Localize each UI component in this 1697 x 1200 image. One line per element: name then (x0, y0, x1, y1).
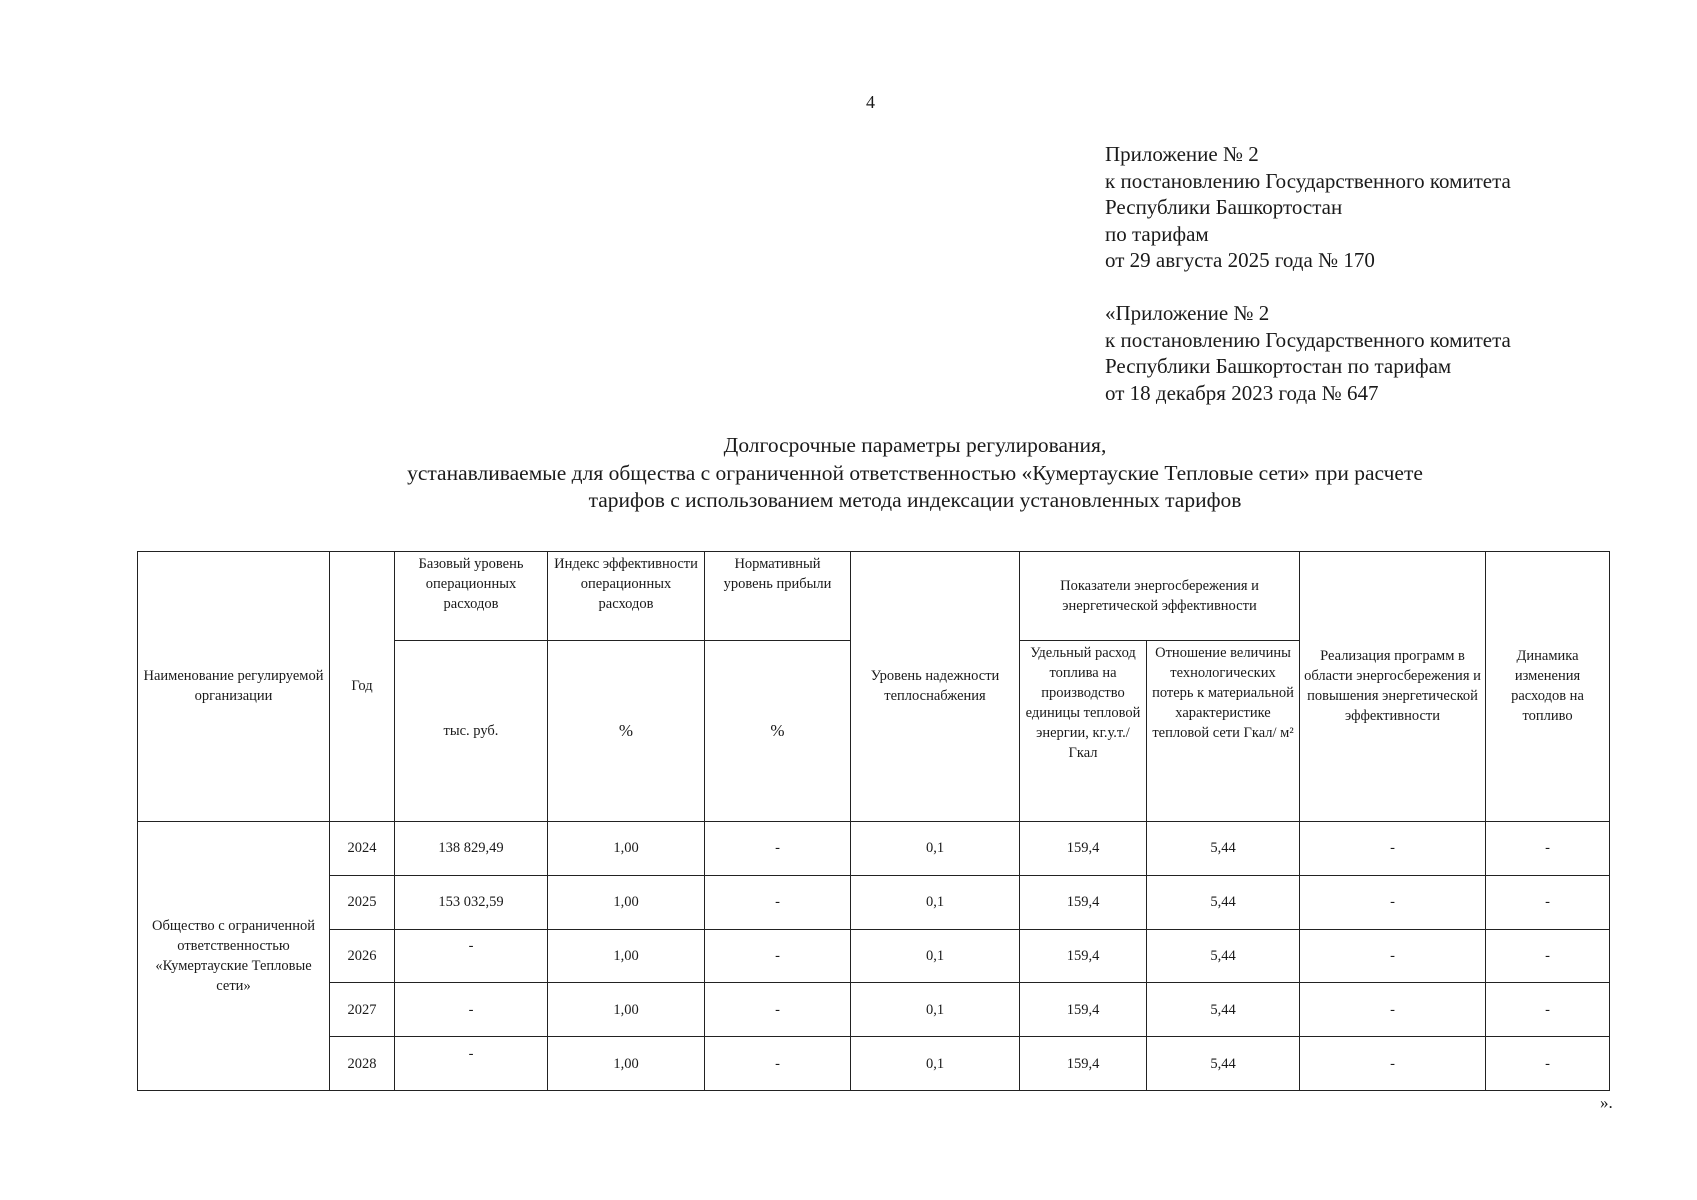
page-number: 4 (866, 92, 875, 112)
header-fuel-rate: Удельный расход топлива на производство единицы тепловой энергии, кг.у.т./Гкал (1020, 641, 1147, 822)
cell-base-level: 153 032,59 (395, 875, 548, 929)
appendix-current-line: по тарифам (1105, 221, 1209, 246)
cell-fuel-rate: 159,4 (1020, 983, 1147, 1037)
cell-reliability: 0,1 (851, 821, 1020, 875)
header-row (138, 552, 1610, 641)
header-profit-level-unit: % (705, 641, 851, 822)
title-line: Долгосрочные параметры регулирования, (723, 433, 1107, 457)
cell-base-level: - (395, 983, 548, 1037)
cell-loss-ratio: 5,44 (1147, 875, 1300, 929)
cell-fuel-dynamics: - (1486, 821, 1610, 875)
cell-year: 2026 (330, 929, 395, 983)
cell-profit-level: - (705, 821, 851, 875)
appendix-original-line: «Приложение № 2 (1105, 301, 1270, 325)
header-energy-group: Показатели энергосбережения и энергетической эффективности (1020, 552, 1300, 641)
cell-fuel-dynamics: - (1486, 929, 1610, 983)
cell-year: 2027 (330, 983, 395, 1037)
header-org: Наименование регулируемой организации (138, 552, 330, 822)
appendix-current-header (1105, 141, 1511, 274)
cell-loss-ratio: 5,44 (1147, 983, 1300, 1037)
appendix-original-line: Республики Башкортостан по тарифам (1105, 354, 1452, 378)
cell-efficiency-index: 1,00 (548, 875, 705, 929)
cell-programs: - (1300, 929, 1486, 983)
header-reliability: Уровень надежности теплоснабжения (851, 552, 1020, 822)
cell-profit-level: - (705, 929, 851, 983)
cell-fuel-dynamics: - (1486, 983, 1610, 1037)
cell-fuel-rate: 159,4 (1020, 875, 1147, 929)
title-line: тарифов с использованием метода индексации установленных тарифов (588, 488, 1242, 512)
cell-base-level (395, 929, 548, 983)
cell-profit-level: - (705, 1037, 851, 1091)
appendix-current-line: от 29 августа 2025 года № 170 (1105, 248, 1375, 272)
table-row (138, 821, 1610, 875)
closing-quote-mark: ». (1600, 1093, 1613, 1112)
parameters-table (137, 551, 1610, 1091)
header-base-level: Базовый уровень операционных расходов (395, 552, 548, 641)
title-line: устанавливаемые для общества с ограниченной ответственностью «Кумертауские Тепловые сети» при расчете (407, 460, 1423, 485)
cell-programs: - (1300, 983, 1486, 1037)
cell-loss-ratio: 5,44 (1147, 821, 1300, 875)
table-row (138, 929, 1610, 983)
cell-programs: - (1300, 1037, 1486, 1091)
appendix-current-line: Республики Башкортостан (1105, 195, 1343, 219)
appendix-original-line: от 18 декабря 2023 года № 647 (1105, 380, 1379, 405)
cell-profit-level: - (705, 875, 851, 929)
header-efficiency-index-unit: % (548, 641, 705, 822)
header-fuel-dynamics: Динамика изменения расходов на топливо (1486, 552, 1610, 822)
cell-programs: - (1300, 821, 1486, 875)
cell-reliability: 0,1 (851, 929, 1020, 983)
table-row (138, 1037, 1610, 1091)
header-loss-ratio: Отношение величины технологических потерь к материальной характеристике тепловой сети Гкал/ м² (1147, 641, 1300, 822)
cell-fuel-rate: 159,4 (1020, 929, 1147, 983)
base-level-value: - (468, 937, 474, 954)
header-efficiency-index: Индекс эффективности операционных расходов (548, 552, 705, 641)
header-base-level-unit: тыс. руб. (395, 641, 548, 822)
cell-year: 2025 (330, 875, 395, 929)
cell-fuel-dynamics: - (1486, 875, 1610, 929)
appendix-current-line: Приложение № 2 (1105, 142, 1259, 166)
table-row (138, 875, 1610, 929)
base-level-value: - (468, 1045, 474, 1062)
header-profit-level: Нормативный уровень прибыли (705, 552, 851, 641)
cell-fuel-rate: 159,4 (1020, 1037, 1147, 1091)
cell-efficiency-index: 1,00 (548, 821, 705, 875)
cell-reliability: 0,1 (851, 983, 1020, 1037)
appendix-original-line: к постановлению Государственного комитета (1105, 327, 1511, 352)
appendix-current-line: к постановлению Государственного комитета (1105, 168, 1511, 193)
cell-loss-ratio: 5,44 (1147, 1037, 1300, 1091)
document-title (300, 432, 1530, 515)
cell-efficiency-index: 1,00 (548, 1037, 705, 1091)
cell-reliability: 0,1 (851, 875, 1020, 929)
cell-year: 2028 (330, 1037, 395, 1091)
cell-base-level: 138 829,49 (395, 821, 548, 875)
cell-reliability: 0,1 (851, 1037, 1020, 1091)
cell-efficiency-index: 1,00 (548, 983, 705, 1037)
cell-programs: - (1300, 875, 1486, 929)
cell-fuel-rate: 159,4 (1020, 821, 1147, 875)
cell-efficiency-index: 1,00 (548, 929, 705, 983)
cell-base-level (395, 1037, 548, 1091)
appendix-original-header (1105, 300, 1511, 406)
cell-loss-ratio: 5,44 (1147, 929, 1300, 983)
header-programs: Реализация программ в области энергосбережения и повышения энергетической эффективности (1300, 552, 1486, 822)
table-row (138, 983, 1610, 1037)
organization-name: Общество с ограниченной ответственностью «Кумертауские Тепловые сети» (138, 821, 330, 1090)
cell-year: 2024 (330, 821, 395, 875)
cell-fuel-dynamics: - (1486, 1037, 1610, 1091)
cell-profit-level: - (705, 983, 851, 1037)
header-year: Год (330, 552, 395, 822)
